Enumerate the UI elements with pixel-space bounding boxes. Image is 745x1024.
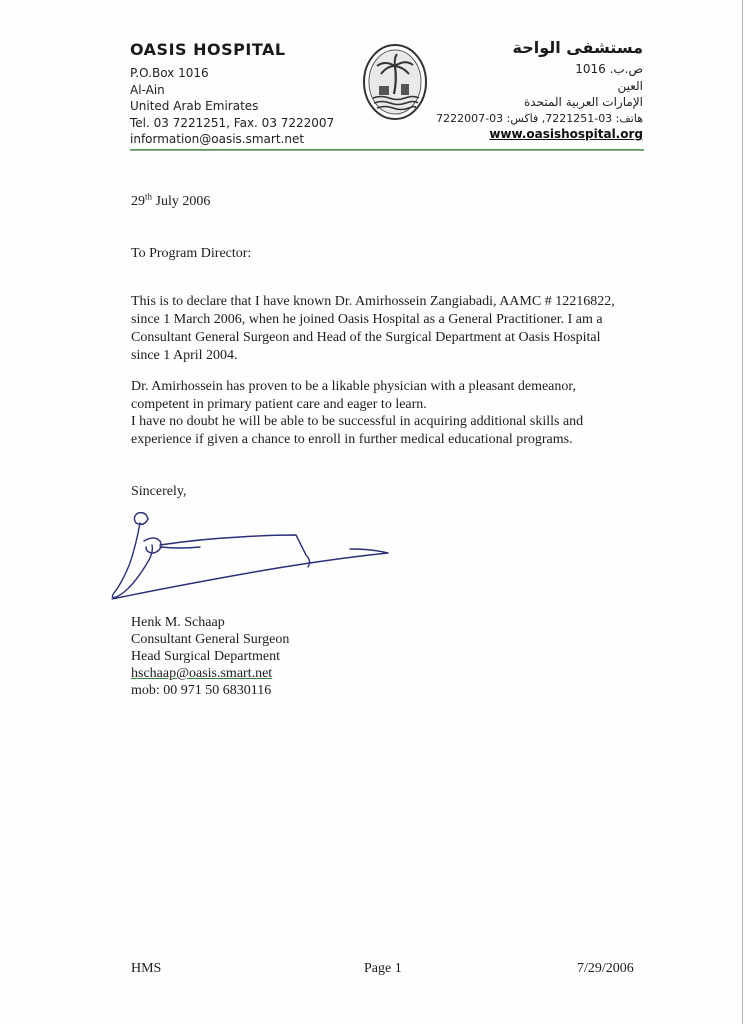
footer-page-number: Page 1 bbox=[364, 961, 402, 976]
paragraph1-line4: since 1 April 2004. bbox=[131, 348, 238, 363]
hospital-name-arabic: مستشفى الواحة bbox=[512, 38, 643, 57]
address-city: Al-Ain bbox=[130, 82, 165, 97]
paragraph2-line2: competent in primary patient care and eager to learn. bbox=[131, 397, 427, 412]
paragraph2-line3: I have no doubt he will be able to be successful in acquiring additional skills and bbox=[131, 414, 584, 429]
closing: Sincerely, bbox=[131, 484, 187, 499]
paragraph2-line4: experience if given a chance to enroll in further medical educational programs. bbox=[131, 432, 573, 447]
paragraph2-line1: Dr. Amirhossein has proven to be a likable physician with a pleasant demeanor, bbox=[131, 379, 576, 394]
page-edge bbox=[742, 0, 743, 1024]
paragraph1-line1: This is to declare that I have known Dr. Amirhossein Zangiabadi, AAMC # 12216822, bbox=[131, 294, 615, 309]
footer-date: 7/29/2006 bbox=[577, 961, 634, 976]
address-phone: Tel. 03 7221251, Fax. 03 7222007 bbox=[130, 115, 335, 130]
letterhead-arabic bbox=[436, 38, 643, 141]
paragraph1-line3: Consultant General Surgeon and Head of the Surgical Department at Oasis Hospital bbox=[131, 330, 601, 345]
letterhead-divider-shadow bbox=[130, 150, 644, 151]
website-link[interactable]: www.oasishospital.org bbox=[489, 127, 643, 141]
address-country-arabic: الإمارات العربية المتحدة bbox=[524, 95, 643, 109]
address-country: United Arab Emirates bbox=[130, 99, 259, 113]
signer-title: Consultant General Surgeon bbox=[131, 632, 290, 647]
signer-department: Head Surgical Department bbox=[131, 649, 281, 664]
letter-date bbox=[131, 193, 210, 211]
letterhead-english bbox=[130, 40, 334, 148]
date-day: 29 bbox=[131, 194, 145, 209]
address-pobox-arabic: ص.ب. 1016 bbox=[575, 62, 643, 76]
address-email: information@oasis.smart.net bbox=[130, 132, 305, 146]
date-rest: July 2006 bbox=[152, 194, 211, 209]
signer-mobile: mob: 00 971 50 6830116 bbox=[131, 683, 272, 698]
address-pobox: P.O.Box 1016 bbox=[130, 66, 209, 80]
handwritten-signature bbox=[100, 505, 400, 605]
signer-name: Henk M. Schaap bbox=[131, 615, 225, 630]
signer-email-link[interactable]: hschaap@oasis.smart.net bbox=[131, 666, 273, 681]
paragraph1-line2: since 1 March 2006, when he joined Oasis Hospital as a General Practitioner. I am a bbox=[131, 312, 603, 327]
footer-initials: HMS bbox=[131, 961, 162, 976]
hospital-name: OASIS HOSPITAL bbox=[130, 40, 286, 59]
salutation: To Program Director: bbox=[131, 246, 252, 261]
palm-tree-seal-icon bbox=[361, 42, 429, 122]
date-suffix: th bbox=[145, 191, 153, 202]
address-city-arabic: العين bbox=[617, 78, 643, 93]
address-phone-arabic: هاتف: 03-7221251, فاكس: 03-7222007 bbox=[436, 111, 643, 125]
